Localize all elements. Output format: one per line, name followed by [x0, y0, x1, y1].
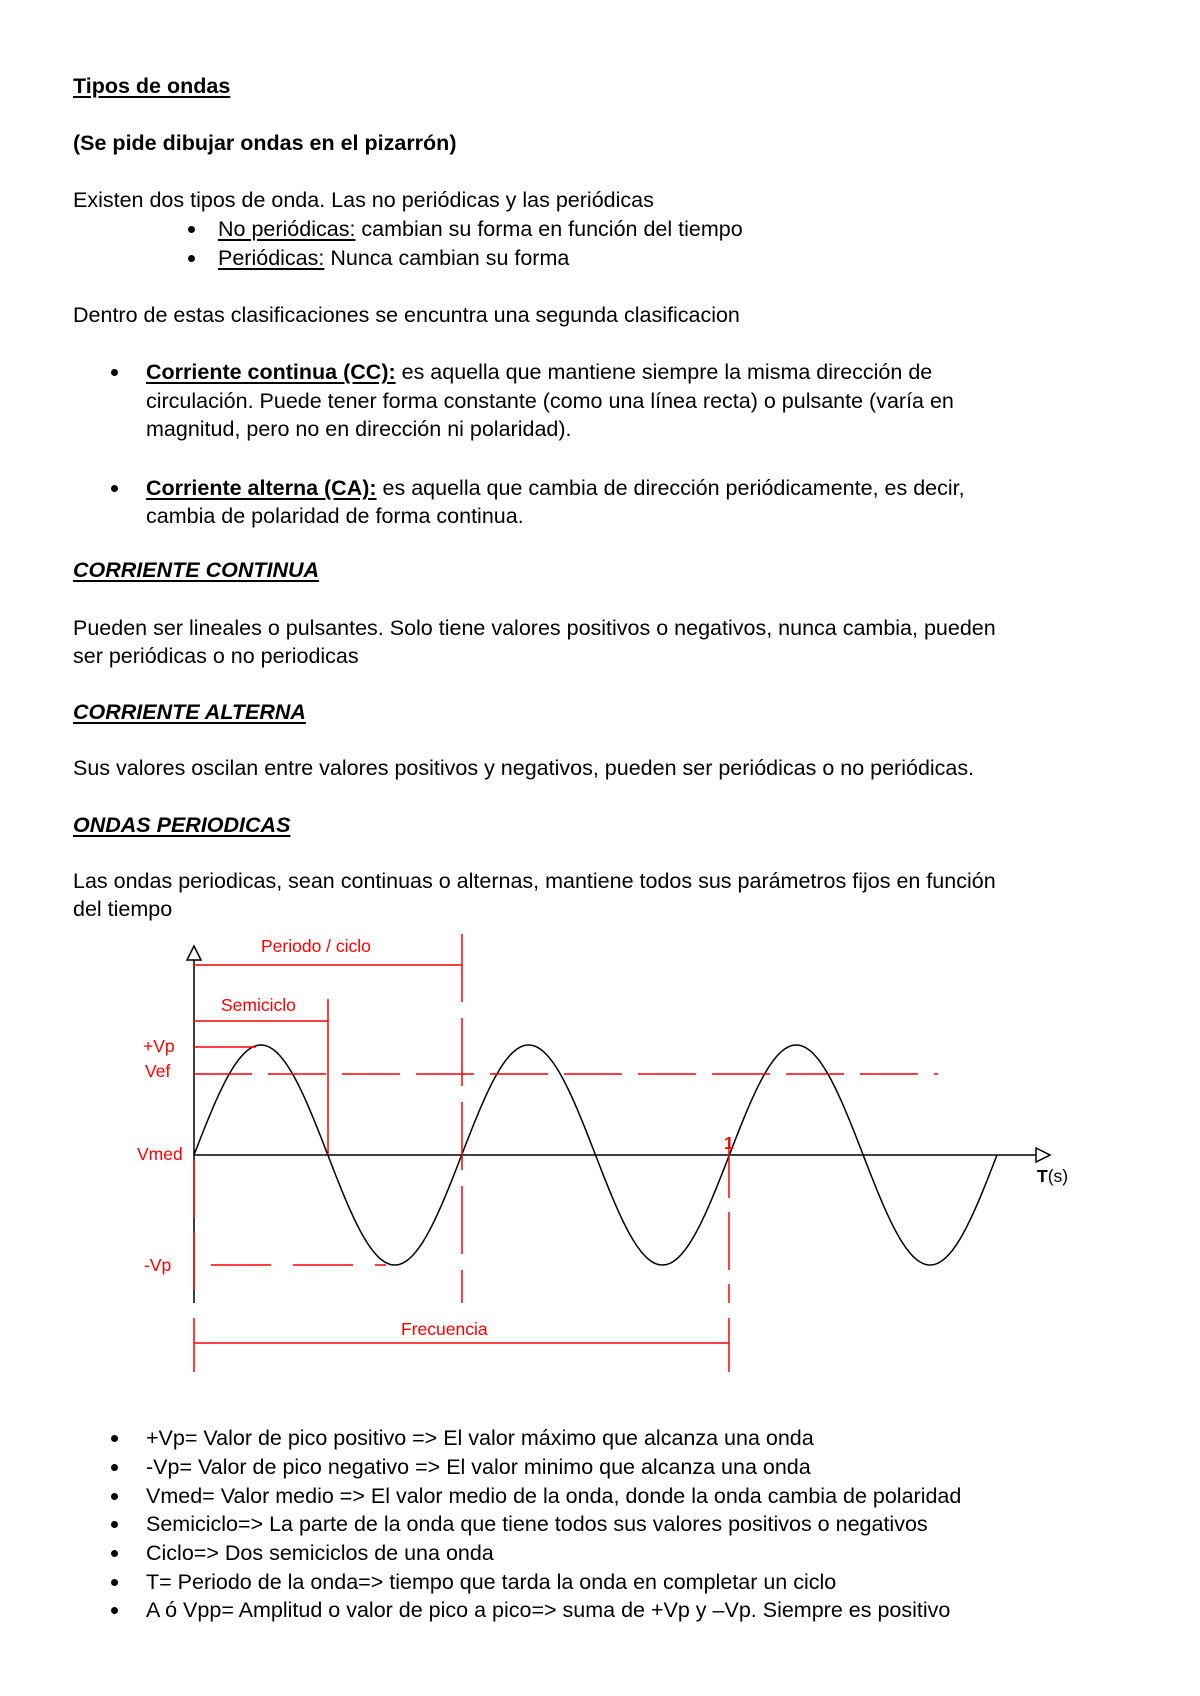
cc-label: Corriente continua (CC):: [146, 360, 396, 384]
definition-item: Ciclo=> Dos semiciclos de una onda: [146, 1541, 494, 1565]
one-second-label: 1: [724, 1133, 734, 1153]
bullet-icon: [111, 1521, 118, 1528]
section-heading: CORRIENTE CONTINUA: [73, 558, 320, 582]
semiciclo-label: Semiciclo: [221, 995, 296, 1015]
vp-negative-label: -Vp: [144, 1255, 172, 1275]
cc-definition-line: circulación. Puede tener forma constante (como una línea recta) o pulsante (varía en: [146, 389, 954, 413]
time-axis-unit: (s): [1047, 1166, 1069, 1186]
cc-text: es aquella que mantiene siempre la misma dirección de: [395, 360, 933, 384]
time-axis-label: [1037, 1166, 1068, 1186]
definition-item: -Vp= Valor de pico negativo => El valor minimo que alcanza una onda: [146, 1455, 811, 1479]
paragraph: del tiempo: [73, 897, 173, 921]
periodo-label: Periodo / ciclo: [261, 936, 371, 956]
paragraph: Las ondas periodicas, sean continuas o alternas, mantiene todos sus parámetros fijos en función: [73, 869, 996, 893]
bullet-icon: [111, 1607, 118, 1614]
frecuencia-label: Frecuencia: [401, 1319, 488, 1339]
ca-label: Corriente alterna (CA):: [146, 476, 377, 500]
vp-positive-label: +Vp: [143, 1036, 175, 1056]
definition-item: Semiciclo=> La parte de la onda que tiene todos sus valores positivos o negativos: [146, 1512, 928, 1536]
bullet-icon: [111, 1493, 118, 1500]
ca-definition-line: cambia de polaridad de forma continua.: [146, 504, 524, 528]
paragraph: ser periódicas o no periodicas: [73, 644, 359, 668]
bullet-icon: [111, 1579, 118, 1586]
x-axis-arrow-icon: [1036, 1148, 1050, 1162]
bullet-icon: [111, 1464, 118, 1471]
page-subtitle: (Se pide dibujar ondas en el pizarrón): [73, 131, 457, 155]
type-text: cambian su forma en función del tiempo: [355, 217, 743, 241]
section-heading: ONDAS PERIODICAS: [73, 813, 291, 837]
ca-text: es aquella que cambia de dirección periódicamente, es decir,: [376, 476, 965, 500]
bullet-icon: [111, 1550, 118, 1557]
second-intro-text: Dentro de estas clasificaciones se encuntra una segunda clasificacion: [73, 303, 740, 327]
definition-item: T= Periodo de la onda=> tiempo que tarda la onda en completar un ciclo: [146, 1570, 837, 1594]
bullet-icon: [111, 1435, 118, 1442]
type-label: Periódicas:: [218, 246, 325, 270]
type-label: No periódicas:: [218, 217, 356, 241]
cc-definition-line: magnitud, pero no en dirección ni polaridad).: [146, 417, 572, 441]
definition-item: Vmed= Valor medio => El valor medio de la onda, donde la onda cambia de polaridad: [146, 1484, 962, 1508]
intro-text: Existen dos tipos de onda. Las no periódicas y las periódicas: [73, 188, 654, 212]
section-heading: CORRIENTE ALTERNA: [73, 700, 306, 724]
y-axis-arrow-icon: [187, 946, 201, 960]
vmed-label: Vmed: [137, 1144, 183, 1164]
paragraph: Sus valores oscilan entre valores positivos y negativos, pueden ser periódicas o no periódicas.: [73, 756, 975, 780]
time-axis-t: T: [1037, 1166, 1048, 1186]
paragraph: Pueden ser lineales o pulsantes. Solo tiene valores positivos o negativos, nunca cambia, pueden: [73, 616, 996, 640]
definition-item: +Vp= Valor de pico positivo => El valor máximo que alcanza una onda: [146, 1426, 814, 1450]
type-text: Nunca cambian su forma: [324, 246, 570, 270]
page-title: Tipos de ondas: [73, 74, 231, 98]
definition-item: A ó Vpp= Amplitud o valor de pico a pico=> suma de +Vp y –Vp. Siempre es positivo: [146, 1598, 951, 1622]
vef-label: Vef: [145, 1061, 171, 1081]
